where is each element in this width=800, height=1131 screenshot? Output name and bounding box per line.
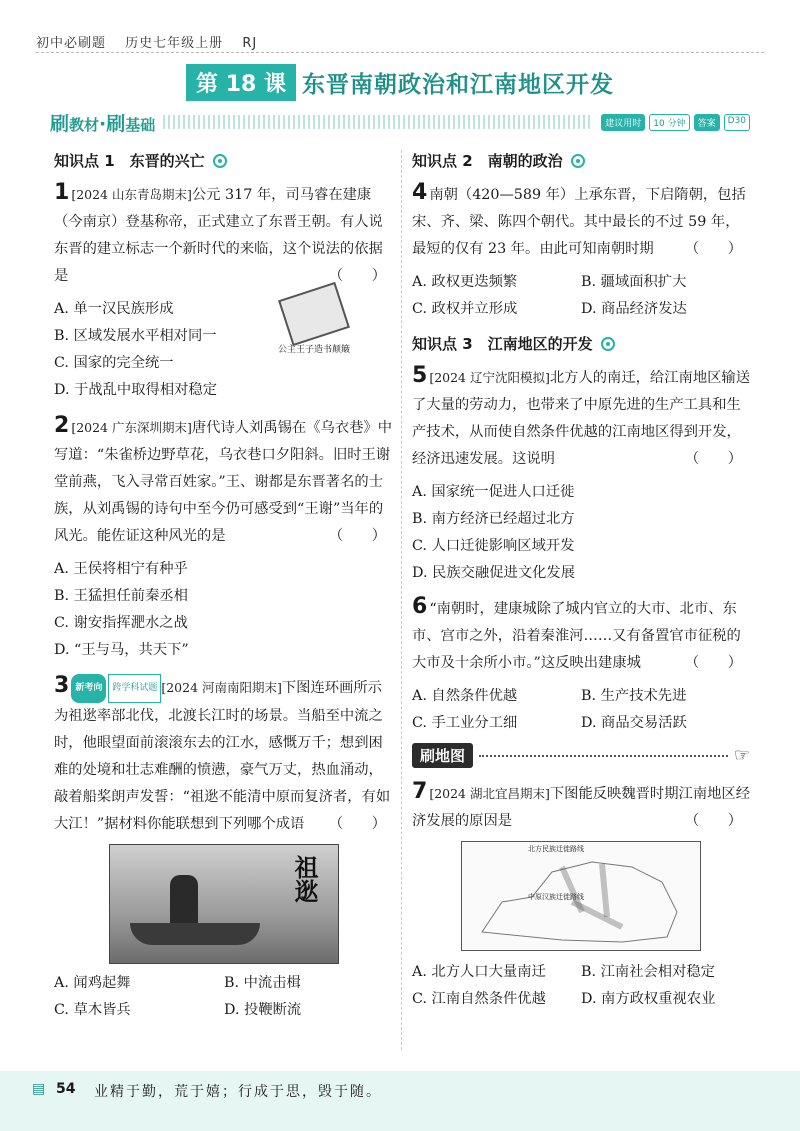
question-6: [412, 593, 750, 677]
option-d[interactable]: D. “王与马，共天下”: [54, 642, 189, 658]
option-b[interactable]: B. 区域发展水平相对同一: [54, 328, 217, 344]
question-6-options: [412, 683, 750, 737]
question-3-options: [54, 970, 394, 1024]
question-stem: 北方人的南迁，给江南地区输送了大量的劳动力，也带来了中原先进的生产工具和生产技术，从而使自然条件优越的江南地区得到开发，经济迅速发展。这说明: [412, 370, 751, 467]
column-divider: [401, 150, 402, 1050]
question-source: [2024 湖北宜昌期末]: [429, 786, 550, 801]
comic-caption: 祖逖: [290, 854, 319, 903]
option-b[interactable]: B. 疆域面积扩大: [581, 274, 687, 290]
question-source: [2024 广东深圳期末]: [71, 420, 192, 435]
question-1-options: [54, 296, 394, 404]
left-column: [54, 150, 394, 1024]
question-stem: 下图连环画所示为祖逖率部北伐，北渡长江时的场景。当船至中流之时，他眼望面前滚滚东去的江水，感慨万千；想到困难的处境和壮志难酬的愤懑，豪气万丈，热血涌动，敲着船桨朗声发誓：“祖逖不能清中原而复济者，有如大江！”据材料你能联想到下列哪个成语: [54, 680, 391, 832]
option-d[interactable]: D. 民族交融促进文化发展: [412, 565, 576, 581]
section-label-b: 教材: [69, 115, 100, 134]
option-a[interactable]: A. 闻鸡起舞: [54, 974, 131, 991]
option-b[interactable]: B. 王猛担任前秦丞相: [54, 588, 188, 604]
question-4-options: [412, 269, 750, 323]
series-name: 初中必刷题: [36, 36, 107, 51]
question-number: 1: [54, 180, 70, 205]
answer-blank[interactable]: （ ）: [684, 451, 742, 467]
option-b[interactable]: B. 江南社会相对稳定: [581, 964, 715, 980]
answer-blank[interactable]: （ ）: [684, 655, 742, 671]
question-2: [54, 412, 394, 550]
option-c[interactable]: C. 谢安指挥淝水之战: [54, 615, 188, 631]
option-d[interactable]: D. 南方政权重视农业: [581, 991, 716, 1007]
page-number: 54: [56, 1081, 76, 1097]
option-c[interactable]: C. 政权并立形成: [412, 301, 518, 317]
question-7-options: [412, 959, 750, 1013]
question-number: 5: [412, 363, 428, 388]
option-b[interactable]: B. 中流击楫: [224, 974, 301, 991]
question-7: [412, 778, 750, 835]
knowledge-point-title: 知识点 1 东晋的兴亡: [54, 152, 205, 170]
book-illustration: [274, 290, 354, 355]
answer-page: D30: [724, 114, 750, 131]
answer-blank[interactable]: （ ）: [328, 268, 386, 284]
running-header: [36, 32, 271, 51]
knowledge-point-title: 知识点 3 江南地区的开发: [412, 335, 593, 353]
question-5: [412, 362, 750, 473]
option-a[interactable]: A. 王侯将相宁有种乎: [54, 561, 188, 577]
answer-blank[interactable]: （ ）: [684, 241, 742, 257]
option-d[interactable]: D. 投鞭断流: [224, 1001, 302, 1018]
question-source: [2024 河南南阳期末]: [161, 680, 282, 695]
figure-silhouette: [170, 875, 198, 925]
edition-code: RJ: [242, 36, 258, 51]
option-b[interactable]: B. 南方经济已经超过北方: [412, 511, 575, 527]
knowledge-point-title: 知识点 2 南朝的政治: [412, 152, 563, 170]
option-d[interactable]: D. 于战乱中取得相对稳定: [54, 382, 218, 398]
map-section-header: [412, 743, 750, 768]
question-number: 3: [54, 673, 70, 698]
question-number: 4: [412, 180, 428, 205]
answer-label: 答案: [694, 114, 720, 131]
option-c[interactable]: C. 手工业分工细: [412, 715, 518, 731]
question-number: 2: [54, 413, 70, 438]
answer-blank[interactable]: （ ）: [684, 813, 742, 829]
book-icon: ▤: [32, 1081, 46, 1097]
book-icon: [278, 282, 350, 346]
map-section-label: 刷地图: [412, 743, 473, 768]
question-1: [54, 179, 394, 290]
option-c[interactable]: C. 人口迁徙影响区域开发: [412, 538, 575, 554]
section-dot: ·: [99, 112, 107, 135]
subject-name: 历史七年级上册: [125, 36, 224, 51]
option-c[interactable]: C. 国家的完全统一: [54, 355, 174, 371]
option-a[interactable]: A. 自然条件优越: [412, 688, 518, 704]
option-a[interactable]: A. 政权更迭频繁: [412, 274, 518, 290]
map-legend-central: 中原汉族迁徙路线: [528, 893, 584, 901]
option-a[interactable]: A. 北方人口大量南迁: [412, 964, 546, 980]
section-bar: [50, 110, 750, 134]
section-label-a: 刷: [50, 112, 70, 135]
migration-map: [461, 841, 701, 951]
target-icon: [601, 337, 615, 351]
page-footer: [0, 1071, 800, 1131]
time-value: 10 分钟: [649, 114, 689, 131]
option-a[interactable]: A. 单一汉民族形成: [54, 301, 174, 317]
new-trend-tag: 新考向: [71, 674, 106, 703]
question-stem: 唐代诗人刘禹锡在《乌衣巷》中写道：“朱雀桥边野草花，乌衣巷口夕阳斜。旧时王谢堂前燕，飞入寻常百姓家。”王、谢都是东晋著名的士族，从刘禹锡的诗句中至今仍可感受到“王谢”当年的风光。能佐证这种风光的是: [54, 420, 393, 544]
option-b[interactable]: B. 生产技术先进: [581, 688, 687, 704]
section-stripes: [163, 115, 593, 129]
dotted-leader: [479, 755, 728, 757]
question-source: [2024 辽宁沈阳模拟]: [429, 370, 550, 385]
target-icon: [571, 154, 585, 168]
lesson-number-badge: 第 18 课: [186, 64, 296, 101]
comic-illustration: [109, 844, 339, 964]
question-number: 6: [412, 594, 428, 619]
boat-shape: [130, 923, 260, 945]
knowledge-point-1: [54, 150, 394, 171]
lesson-heading: [0, 64, 800, 101]
time-label: 建议用时: [601, 114, 645, 131]
question-stem: 公元 317 年，司马睿在建康（今南京）登基称帝，正式建立了东晋王朝。有人说东晋的建立标志一个新时代的来临，这个说法的依据是: [54, 187, 383, 284]
option-d[interactable]: D. 商品经济发达: [581, 301, 687, 317]
question-4: [412, 179, 750, 263]
hand-icon: ☞: [733, 745, 750, 766]
footer-motto: 业精于勤，荒于嬉；行成于思，毁于随。: [94, 1084, 382, 1100]
section-label: [50, 109, 155, 136]
lesson-title: 东晋南朝政治和江南地区开发: [301, 71, 614, 98]
answer-blank[interactable]: （ ）: [328, 528, 386, 544]
option-c[interactable]: C. 草木皆兵: [54, 1001, 131, 1018]
option-a[interactable]: A. 国家统一促进人口迁徙: [412, 484, 575, 500]
question-2-options: [54, 556, 394, 664]
question-stem: 下图能反映魏晋时期江南地区经济发展的原因是: [412, 786, 751, 829]
figure-caption: 公主王子造书颠簸: [277, 345, 350, 355]
option-d[interactable]: D. 商品交易活跃: [581, 715, 687, 731]
question-3: [54, 672, 394, 838]
cross-subject-tag: 跨学科试题: [108, 674, 161, 703]
question-stem: 南朝（420—589 年）上承东晋，下启隋朝，包括宋、齐、梁、陈四个朝代。其中最长的不过 59 年，最短的仅有 23 年。由此可知南朝时期: [412, 187, 746, 257]
knowledge-point-3: [412, 333, 750, 354]
section-meta: [601, 114, 750, 131]
question-stem: “南朝时，建康城除了城内官立的大市、北市、东市、宫市之外，沿着秦淮河……又有备置官市征税的大市及十余所小市。”这反映出建康城: [412, 601, 741, 671]
section-label-d: 基础: [125, 115, 156, 134]
question-5-options: [412, 479, 750, 587]
answer-blank[interactable]: （ ）: [328, 815, 386, 832]
question-source: [2024 山东青岛期末]: [71, 187, 192, 202]
map-legend-north: 北方民族迁徙路线: [528, 845, 584, 853]
target-icon: [213, 154, 227, 168]
knowledge-point-2: [412, 150, 750, 171]
right-column: [412, 150, 750, 1013]
question-number: 7: [412, 779, 428, 804]
section-label-c: 刷: [106, 112, 126, 135]
header-divider: [36, 52, 764, 53]
option-c[interactable]: C. 江南自然条件优越: [412, 991, 546, 1007]
